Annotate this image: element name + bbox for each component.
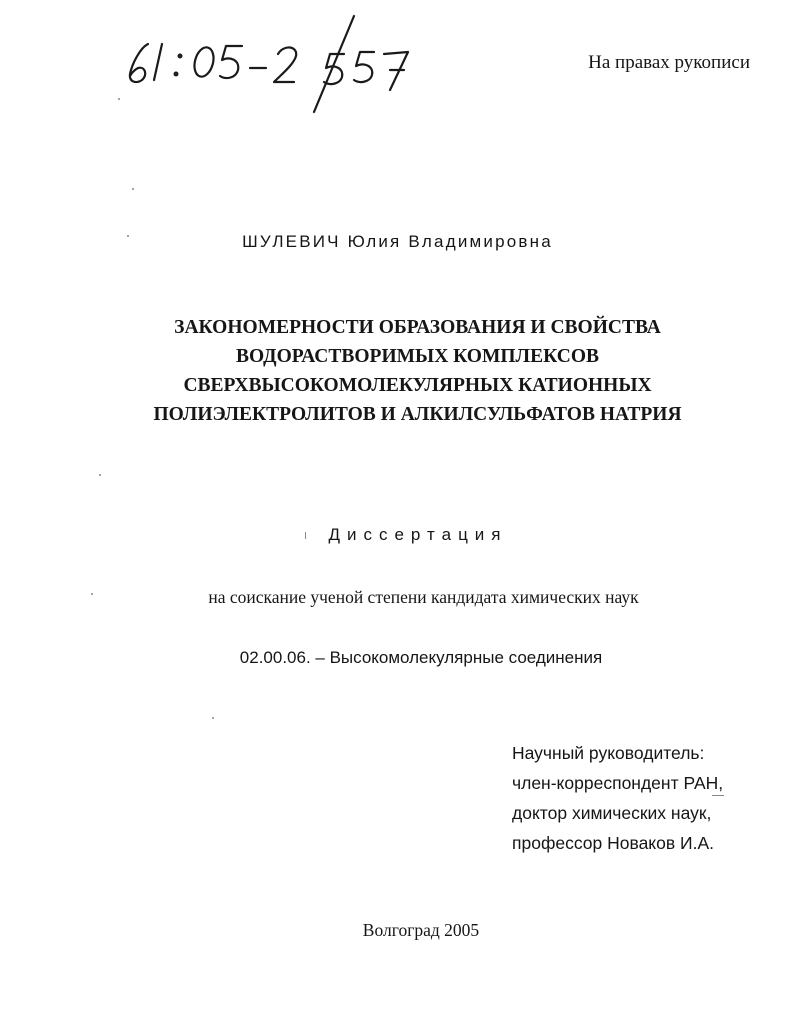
scan-speck (712, 795, 724, 796)
place-and-year: Волгоград 2005 (362, 920, 480, 940)
scan-speck (132, 188, 134, 190)
rights-notice: На правах рукописи (588, 52, 750, 73)
scan-speck (118, 98, 120, 100)
supervisor-line: член-корреспондент РАН, (512, 773, 724, 793)
title-line: СВЕРХВЫСОКОМОЛЕКУЛЯРНЫХ КАТИОННЫХ (183, 375, 652, 396)
title-line: ВОДОРАСТВОРИМЫХ КОМПЛЕКСОВ (235, 346, 599, 367)
supervisor-line: Научный руководитель: (512, 743, 705, 763)
specialty-code: 02.00.06. – Высокомолекулярные соединения (239, 648, 603, 667)
supervisor-line: профессор Новаков И.А. (512, 833, 715, 853)
supervisor-block (512, 738, 772, 858)
title-line: ЗАКОНОМЕРНОСТИ ОБРАЗОВАНИЯ И СВОЙСТВА (174, 317, 661, 338)
scan-speck (212, 717, 214, 719)
title-line: ПОЛИЭЛЕКТРОЛИТОВ И АЛКИЛСУЛЬФАТОВ НАТРИЯ (153, 404, 682, 425)
scan-speck (127, 235, 129, 237)
scan-speck (91, 593, 93, 595)
scan-speck (305, 532, 306, 539)
degree-statement: на соискание ученой степени кандидата химических наук (208, 587, 639, 607)
author-name: ШУЛЕВИЧ Юлия Владимировна (242, 232, 553, 251)
supervisor-line: доктор химических наук, (512, 803, 712, 823)
document-type: Диссертация (328, 525, 508, 544)
dissertation-title (0, 313, 795, 429)
handwritten-archive-number-drawing (118, 14, 418, 114)
scan-speck (99, 474, 101, 476)
handwritten-archive-number (118, 14, 418, 114)
